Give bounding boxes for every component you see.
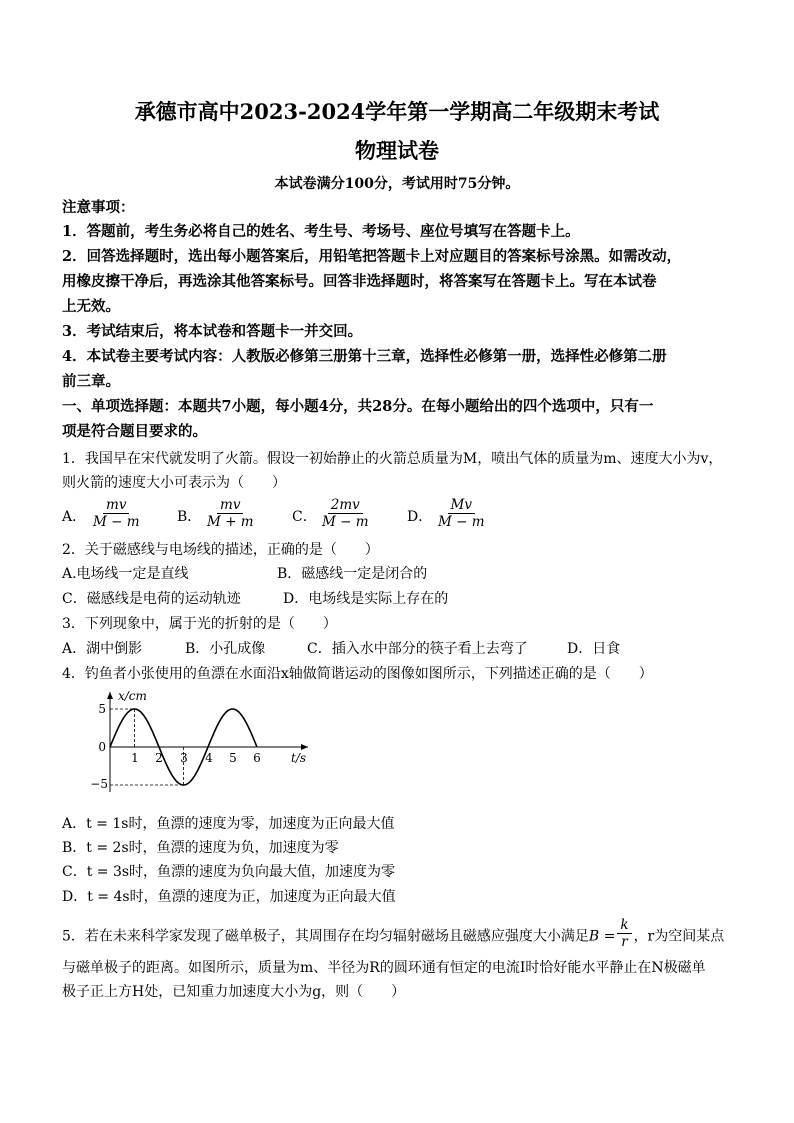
q1-stem-line-1: 1．我国早在宋代就发明了火箭。假设一初始静止的火箭总质量为M，喷出气体的质量为m、速度大小为v，: [62, 451, 723, 467]
x-tick-3: 3: [180, 751, 188, 765]
y-tick-0: 0: [98, 740, 106, 754]
q2-option-b: B．磁感线一定是闭合的: [277, 566, 428, 582]
x-tick-5: 5: [229, 751, 237, 765]
q5-stem-line-1-start: 5．若在未来科学家发现了磁单极子，其周围存在均匀辐射磁场且磁感应强度大小满足: [62, 928, 589, 945]
q4-option-b: B．t = 2s时，鱼漂的速度为负，加速度为零: [62, 840, 339, 856]
q5-formula-numerator: k: [617, 917, 631, 934]
q4-stem: 4．钓鱼者小张使用的鱼漂在水面沿x轴做简谐运动的图像如图所示，下列描述正确的是（ ）: [62, 666, 653, 682]
q1-options: [62, 499, 742, 529]
q1-option-b-label: B．: [177, 509, 202, 525]
y-tick-5: 5: [98, 702, 106, 716]
q1-option-c-label: C．: [292, 509, 317, 525]
exam-info: 本试卷满分100分，考试用时75分钟。: [274, 176, 520, 192]
q1-option-a-denominator: M − m: [93, 514, 140, 530]
subject-title: 物理试卷: [355, 138, 439, 163]
q3-option-d: D．日食: [567, 641, 621, 657]
q2-stem: 2．关于磁感线与电场线的描述，正确的是（ ）: [62, 542, 379, 558]
q1-option-b-numerator: mv: [217, 497, 243, 514]
x-tick-6: 6: [253, 751, 261, 765]
section-1-line-1: 一、单项选择题：本题共7小题，每小题4分，共28分。在每小题给出的四个选项中，只有一: [62, 398, 654, 415]
q5-stem-line-2: 与磁单极子的距离。如图所示，质量为m、半径为R的圆环通有恒定的电流I时恰好能水平静止在N极磁单: [62, 960, 706, 976]
q1-option-b-fraction: [204, 497, 257, 530]
q1-option-a-fraction: [90, 497, 143, 530]
q2-option-c: C．磁感线是电荷的运动轨迹: [62, 591, 241, 607]
section-1-line-2: 项是符合题目要求的。: [62, 423, 207, 440]
q1-option-c-denominator: M − m: [322, 514, 369, 530]
q3-option-a: A．湖中倒影: [62, 641, 143, 657]
note-4-line-1: 4．本试卷主要考试内容：人教版必修第三册第十三章，选择性必修第一册，选择性必修第二册: [62, 348, 667, 365]
q1-option-a-numerator: mv: [103, 497, 129, 514]
q1-option-a-label: A．: [62, 509, 87, 525]
q1-option-c-fraction: [319, 497, 372, 530]
q2-option-d: D．电场线是实际上存在的: [283, 591, 449, 607]
q5-stem-line-3: 极子正上方H处，已知重力加速度大小为g，则（ ）: [62, 984, 406, 1000]
y-tick-neg5: −5: [90, 777, 108, 791]
q1-stem-line-2: 则火箭的速度大小可表示为（ ）: [62, 475, 286, 491]
q5-stem-line-1-end: ，r为空间某点: [633, 928, 725, 945]
y-axis-label: x/cm: [118, 689, 147, 703]
notes-heading: 注意事项：: [62, 199, 135, 216]
note-2-line-1: 2．回答选择题时，选出每小题答案后，用铅笔把答题卡上对应题目的答案标号涂黑。如需改动，: [62, 248, 682, 265]
q5-stem-line-1: [62, 917, 725, 950]
q1-option-b-denominator: M + m: [207, 514, 254, 530]
q5-formula-fraction: [617, 917, 631, 950]
q4-displacement-graph: [90, 688, 326, 798]
q1-option-d-denominator: M − m: [438, 514, 485, 530]
q5-formula-denominator: r: [621, 934, 628, 950]
q1-option-d-label: D．: [407, 509, 433, 525]
q1-option-d-fraction: [435, 497, 488, 530]
q4-option-a: A．t = 1s时，鱼漂的速度为零，加速度为正向最大值: [62, 816, 395, 832]
q3-option-c: C．插入水中部分的筷子看上去弯了: [307, 641, 528, 657]
note-4-line-2: 前三章。: [62, 373, 120, 390]
q2-option-a: A.电场线一定是直线: [62, 566, 189, 582]
q5-formula-lhs: B =: [588, 928, 616, 945]
note-3: 3．考试结束后，将本试卷和答题卡一并交回。: [62, 323, 363, 340]
q3-option-b: B．小孔成像: [185, 641, 266, 657]
x-tick-4: 4: [205, 751, 213, 765]
note-2-line-2: 用橡皮擦干净后，再选涂其他答案标号。回答非选择题时，将答案写在答题卡上。写在本试卷: [62, 273, 657, 290]
q1-option-c-numerator: 2mv: [328, 497, 363, 514]
x-tick-1: 1: [131, 751, 139, 765]
q1-option-d-numerator: Mv: [448, 497, 475, 514]
note-2-line-3: 上无效。: [62, 298, 120, 315]
exam-title: 承德市高中2023-2024学年第一学期高二年级期末考试: [134, 99, 660, 124]
x-axis-label: t/s: [291, 751, 307, 765]
q3-stem: 3．下列现象中，属于光的折射的是（ ）: [62, 616, 337, 632]
q4-option-d: D．t = 4s时，鱼漂的速度为正，加速度为正向最大值: [62, 889, 396, 905]
q4-option-c: C．t = 3s时，鱼漂的速度为负向最大值，加速度为零: [62, 864, 396, 880]
note-1: 1．答题前，考生务必将自己的姓名、考生号、考场号、座位号填写在答题卡上。: [62, 223, 580, 240]
x-tick-2: 2: [155, 751, 163, 765]
